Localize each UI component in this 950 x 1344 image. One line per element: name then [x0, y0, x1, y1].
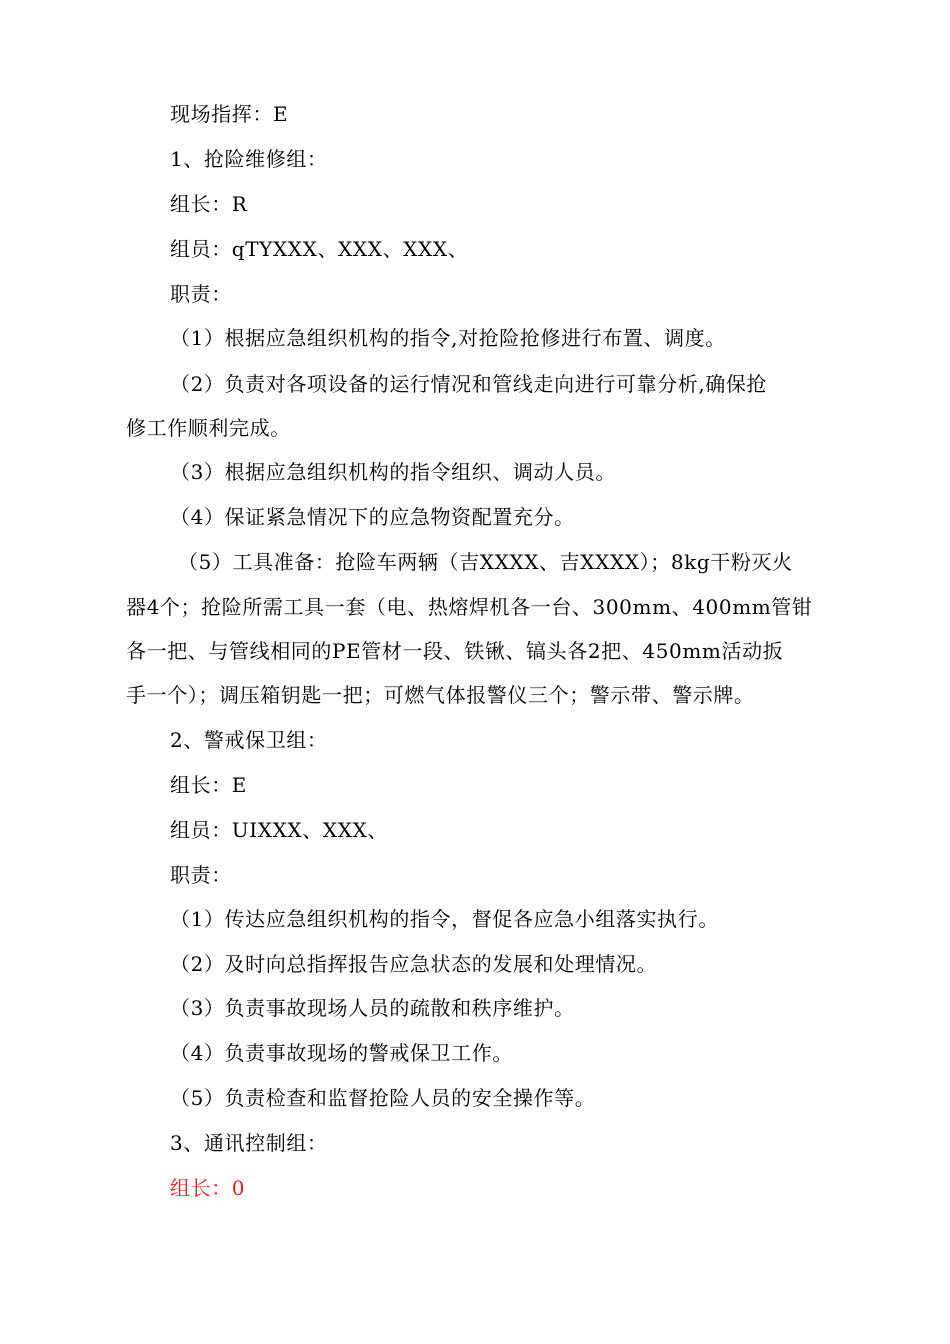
section-1-duty-2: （2）负责对各项设备的运行情况和管线走向进行可靠分析,确保抢 [170, 372, 768, 396]
section-2-duty-2: （2）及时向总指挥报告应急状态的发展和处理情况。 [170, 952, 658, 976]
section-1-duty-4: （4）保证紧急情况下的应急物资配置充分。 [170, 505, 575, 529]
section-1-leader: 组长：R [170, 192, 248, 216]
commander-line: 现场指挥：E [170, 102, 289, 126]
section-2-members: 组员：UIXXX、XXX、 [170, 818, 388, 842]
section-2-duty-label: 职责： [170, 863, 232, 887]
section-3-heading: 3、通讯控制组： [170, 1131, 328, 1155]
section-2-leader: 组长：E [170, 773, 247, 797]
section-1-duty-2-cont: 修工作顺利完成。 [126, 416, 291, 440]
section-2-duty-5: （5）负责检查和监督抢险人员的安全操作等。 [170, 1086, 596, 1110]
section-1-heading: 1、抢险维修组： [170, 147, 328, 171]
section-1-duty-5: （5）工具准备：抢险车两辆（吉XXXX、吉XXXX）；8kg干粉灭火 [178, 550, 793, 574]
section-1-duty-5-cont-1: 器4个；抢险所需工具一套（电、热熔焊机各一台、300mm、400mm管钳 [126, 595, 813, 619]
section-1-duty-3: （3）根据应急组织机构的指令组织、调动人员。 [170, 460, 616, 484]
section-2-heading: 2、警戒保卫组： [170, 728, 328, 752]
section-2-duty-3: （3）负责事故现场人员的疏散和秩序维护。 [170, 996, 575, 1020]
section-1-duty-5-cont-2: 各一把、与管线相同的PE管材一段、铁锹、镐头各2把、450mm活动扳 [126, 639, 784, 663]
section-1-members: 组员：qTYXXX、XXX、XXX、 [170, 237, 469, 261]
section-1-duty-label: 职责： [170, 282, 232, 306]
section-1-duty-5-cont-3: 手一个）；调压箱钥匙一把；可燃气体报警仪三个；警示带、警示牌。 [126, 683, 755, 707]
section-1-duty-1: （1）根据应急组织机构的指令,对抢险抢修进行布置、调度。 [170, 326, 726, 350]
section-2-duty-4: （4）负责事故现场的警戒保卫工作。 [170, 1041, 513, 1065]
section-2-duty-1: （1）传达应急组织机构的指令，督促各应急小组落实执行。 [170, 907, 719, 931]
section-3-leader: 组长：0 [170, 1176, 246, 1200]
